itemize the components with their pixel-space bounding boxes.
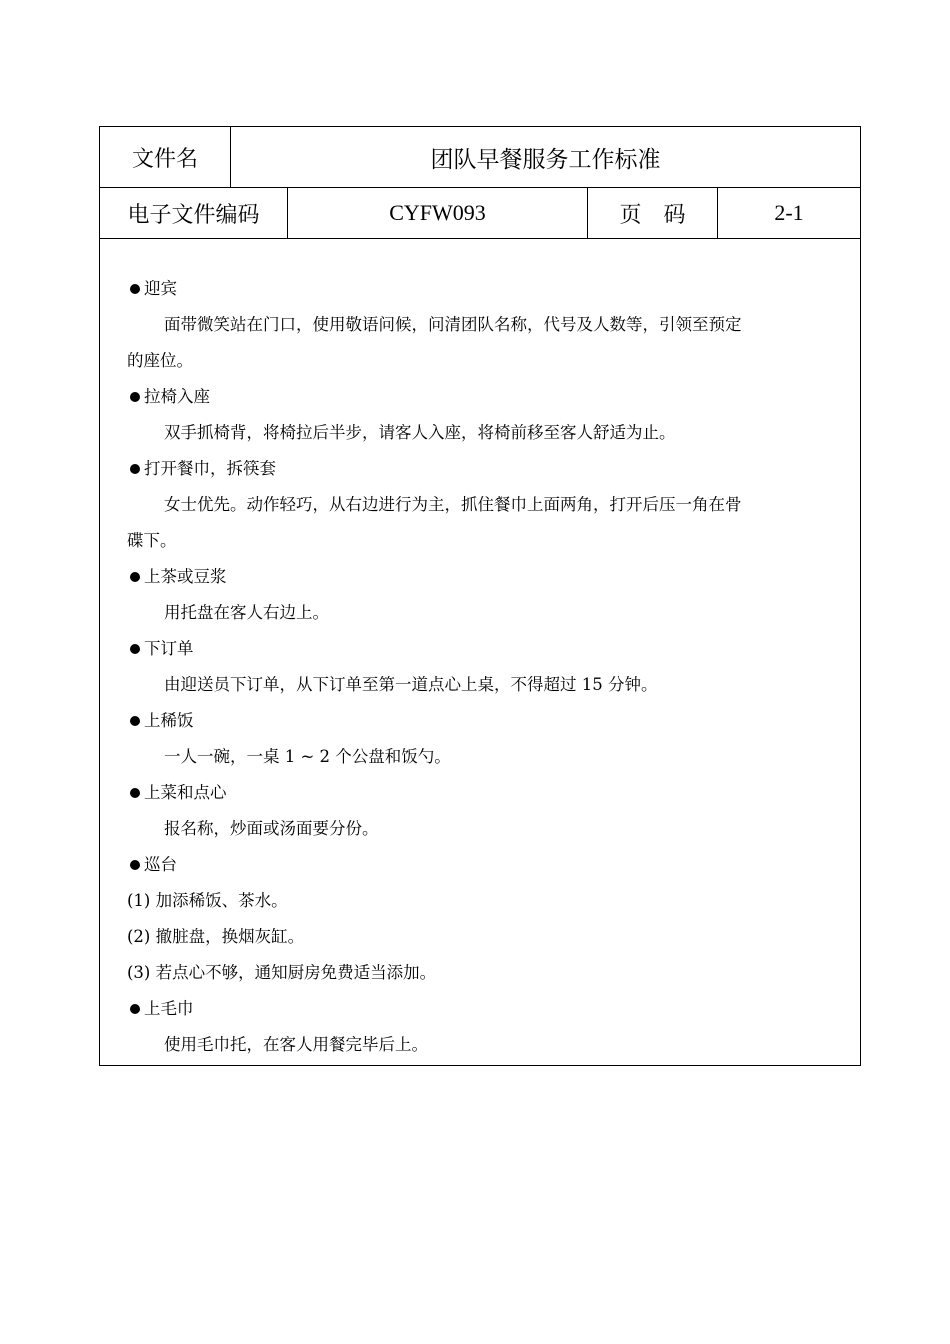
bullet-icon: [130, 788, 140, 798]
document-title: 团队早餐服务工作标准: [430, 146, 661, 173]
section-heading: 上稀饭: [130, 711, 194, 731]
page-value: 2-1: [774, 200, 804, 225]
section-heading: 上菜和点心: [130, 783, 227, 803]
paragraph-line: (3) 若点心不够，通知厨房免费适当添加。: [127, 963, 437, 982]
bullet-icon: [130, 716, 140, 726]
paragraph-line: 报名称，炒面或汤面要分份。: [164, 819, 379, 838]
paragraph-line: 的座位。: [127, 351, 193, 370]
bullet-icon: [130, 1004, 140, 1014]
section-heading: 打开餐巾，拆筷套: [130, 459, 276, 479]
paragraph-line: 女士优先。动作轻巧，从右边进行为主，抓住餐巾上面两角，打开后压一角在骨: [164, 495, 742, 514]
paragraph-line: 由迎送员下订单，从下订单至第一道点心上桌，不得超过 15 分钟。: [164, 675, 658, 694]
bullet-icon: [130, 860, 140, 870]
section-heading: 迎宾: [130, 279, 177, 299]
section-heading: 上茶或豆浆: [130, 567, 227, 587]
section-heading: 拉椅入座: [130, 387, 210, 407]
bullet-icon: [130, 644, 140, 654]
paragraph-line: (2) 撤脏盘，换烟灰缸。: [127, 927, 305, 946]
section-heading: 上毛巾: [130, 999, 194, 1019]
page-label: 页 码: [619, 202, 686, 228]
section-heading: 下订单: [130, 639, 194, 659]
paragraph-line: 双手抓椅背，将椅拉后半步，请客人入座，将椅前移至客人舒适为止。: [164, 423, 676, 442]
paragraph-line: 一人一碗，一桌 1 ~ 2 个公盘和饭勺。: [164, 747, 451, 766]
bullet-icon: [130, 392, 140, 402]
paragraph-line: 用托盘在客人右边上。: [164, 603, 329, 622]
bullet-icon: [130, 284, 140, 294]
file-name-label: 文件名: [131, 146, 198, 172]
section-heading: 巡台: [130, 855, 177, 875]
bullet-icon: [130, 464, 140, 474]
header-row-code: [100, 188, 860, 239]
bullet-icon: [130, 572, 140, 582]
header-row-file-name: [100, 127, 860, 188]
paragraph-line: (1) 加添稀饭、茶水。: [127, 891, 288, 910]
code-label: 电子文件编码: [127, 202, 260, 228]
paragraph-line: 面带微笑站在门口，使用敬语问候，问清团队名称，代号及人数等，引领至预定: [164, 315, 742, 334]
document-frame: [99, 126, 861, 1066]
paragraph-line: 使用毛巾托，在客人用餐完毕后上。: [164, 1035, 428, 1054]
paragraph-line: 碟下。: [127, 531, 177, 550]
code-value: CYFW093: [389, 200, 486, 225]
